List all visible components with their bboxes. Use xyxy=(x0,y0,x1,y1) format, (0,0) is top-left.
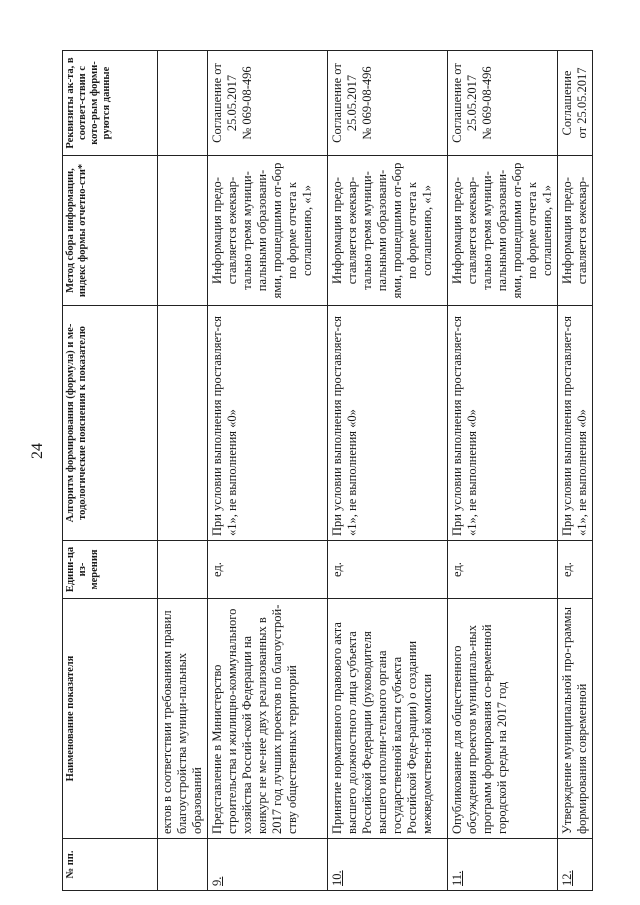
indicators-table xyxy=(62,50,593,891)
row-collection-method: Информация предо-ставляется ежеквар-тально тремя муници-пальными образовани-ями, прошедшими от-бор по форме отчета к соглашению, «1» xyxy=(208,156,328,306)
row-act-requisites xyxy=(328,51,448,156)
row-algorithm: При условии выполнения проставляет-ся «1», не выполнения «0» xyxy=(558,306,593,541)
table-row xyxy=(328,51,448,891)
table-header-row xyxy=(63,51,158,891)
header-act-requisites: Реквизиты ак-та, в соответ-ствии с кото-рым форми-руются данные xyxy=(63,51,158,156)
row-unit: ед. xyxy=(328,541,448,599)
header-collection-method: Метод сбора информации, индекс формы отчетно-сти* xyxy=(63,156,158,306)
row-collection-method: Информация предо-ставляется ежеквар- xyxy=(558,156,593,306)
table-row xyxy=(208,51,328,891)
header-indicator-name: Наименование показателя xyxy=(63,599,158,839)
requisite-line: Соглашение от 25.05.2017 xyxy=(330,63,359,143)
row-algorithm: При условии выполнения проставляет-ся «1», не выполнения «0» xyxy=(328,306,448,541)
row-indicator-name: Представление в Министерство строительства и жилищно-коммунального хозяйства Россий-ской Федерации на конкурс не ме-нее двух реализованных в 2017 год лучших проектов по благоустрой-ству общественных территорий xyxy=(208,599,328,839)
row-number: 10. xyxy=(328,839,448,891)
row-collection-method: Информация предо-ставляется ежеквар-тально тремя муници-пальными образовани-ями, прошедшими от-бор по форме отчета к соглашению, «1» xyxy=(448,156,558,306)
row-collection-method: Информация предо-ставляется ежеквар-тально тремя муници-пальными образовани-ями, прошедшими от-бор по форме отчета к соглашению, «1» xyxy=(328,156,448,306)
indicators-table-rotated xyxy=(62,51,589,891)
row-algorithm: При условии выполнения проставляет-ся «1», не выполнения «0» xyxy=(208,306,328,541)
row-unit xyxy=(158,541,208,599)
row-unit: ед. xyxy=(558,541,593,599)
requisite-line: № 069-08-496 xyxy=(360,66,374,140)
row-number: 11. xyxy=(448,839,558,891)
row-number xyxy=(158,839,208,891)
row-act-requisites xyxy=(208,51,328,156)
row-act-requisites xyxy=(558,51,593,156)
header-unit: Едини-ца из-мерения xyxy=(63,541,158,599)
row-indicator-name: Опубликование для общественного обсуждения проектов муниципаль-ных программ формирования со-временной городской среды на 2017 год xyxy=(448,599,558,839)
requisite-line: Соглашение от 25.05.2017 xyxy=(450,63,479,143)
row-indicator-name: Принятие нормативного правового акта высшего должностного лица субъекта Российской Федерации (руководителя высшего исполни-тельного органа государственной власти субъекта Российской Феде-рации) о создании межведомствен-ной комиссии xyxy=(328,599,448,839)
requisite-line: № 069-08-496 xyxy=(480,66,494,140)
header-number: № пп. xyxy=(63,839,158,891)
page-number: 24 xyxy=(29,443,46,459)
row-number: 12. xyxy=(558,839,593,891)
row-indicator-name: Утверждение муниципальной про-граммы формирования современной xyxy=(558,599,593,839)
requisite-line: № 069-08-496 xyxy=(240,66,254,140)
row-indicator-name: ектов в соответствии требованиям правил благоустройства муници-пальных образований xyxy=(158,599,208,839)
row-unit: ед. xyxy=(448,541,558,599)
table-row xyxy=(158,51,208,891)
row-number: 9. xyxy=(208,839,328,891)
row-algorithm xyxy=(158,306,208,541)
requisite-line: от 25.05.2017 xyxy=(575,67,589,139)
row-act-requisites xyxy=(158,51,208,156)
table-row xyxy=(448,51,558,891)
header-algorithm: Алгоритм формирования (формула) и ме-тодологические пояснения к показателю xyxy=(63,306,158,541)
requisite-line: Соглашение от 25.05.2017 xyxy=(210,63,239,143)
table-row xyxy=(558,51,593,891)
row-unit: ед. xyxy=(208,541,328,599)
row-act-requisites xyxy=(448,51,558,156)
requisite-line: Соглашение xyxy=(560,70,574,136)
row-collection-method xyxy=(158,156,208,306)
row-algorithm: При условии выполнения проставляет-ся «1», не выполнения «0» xyxy=(448,306,558,541)
